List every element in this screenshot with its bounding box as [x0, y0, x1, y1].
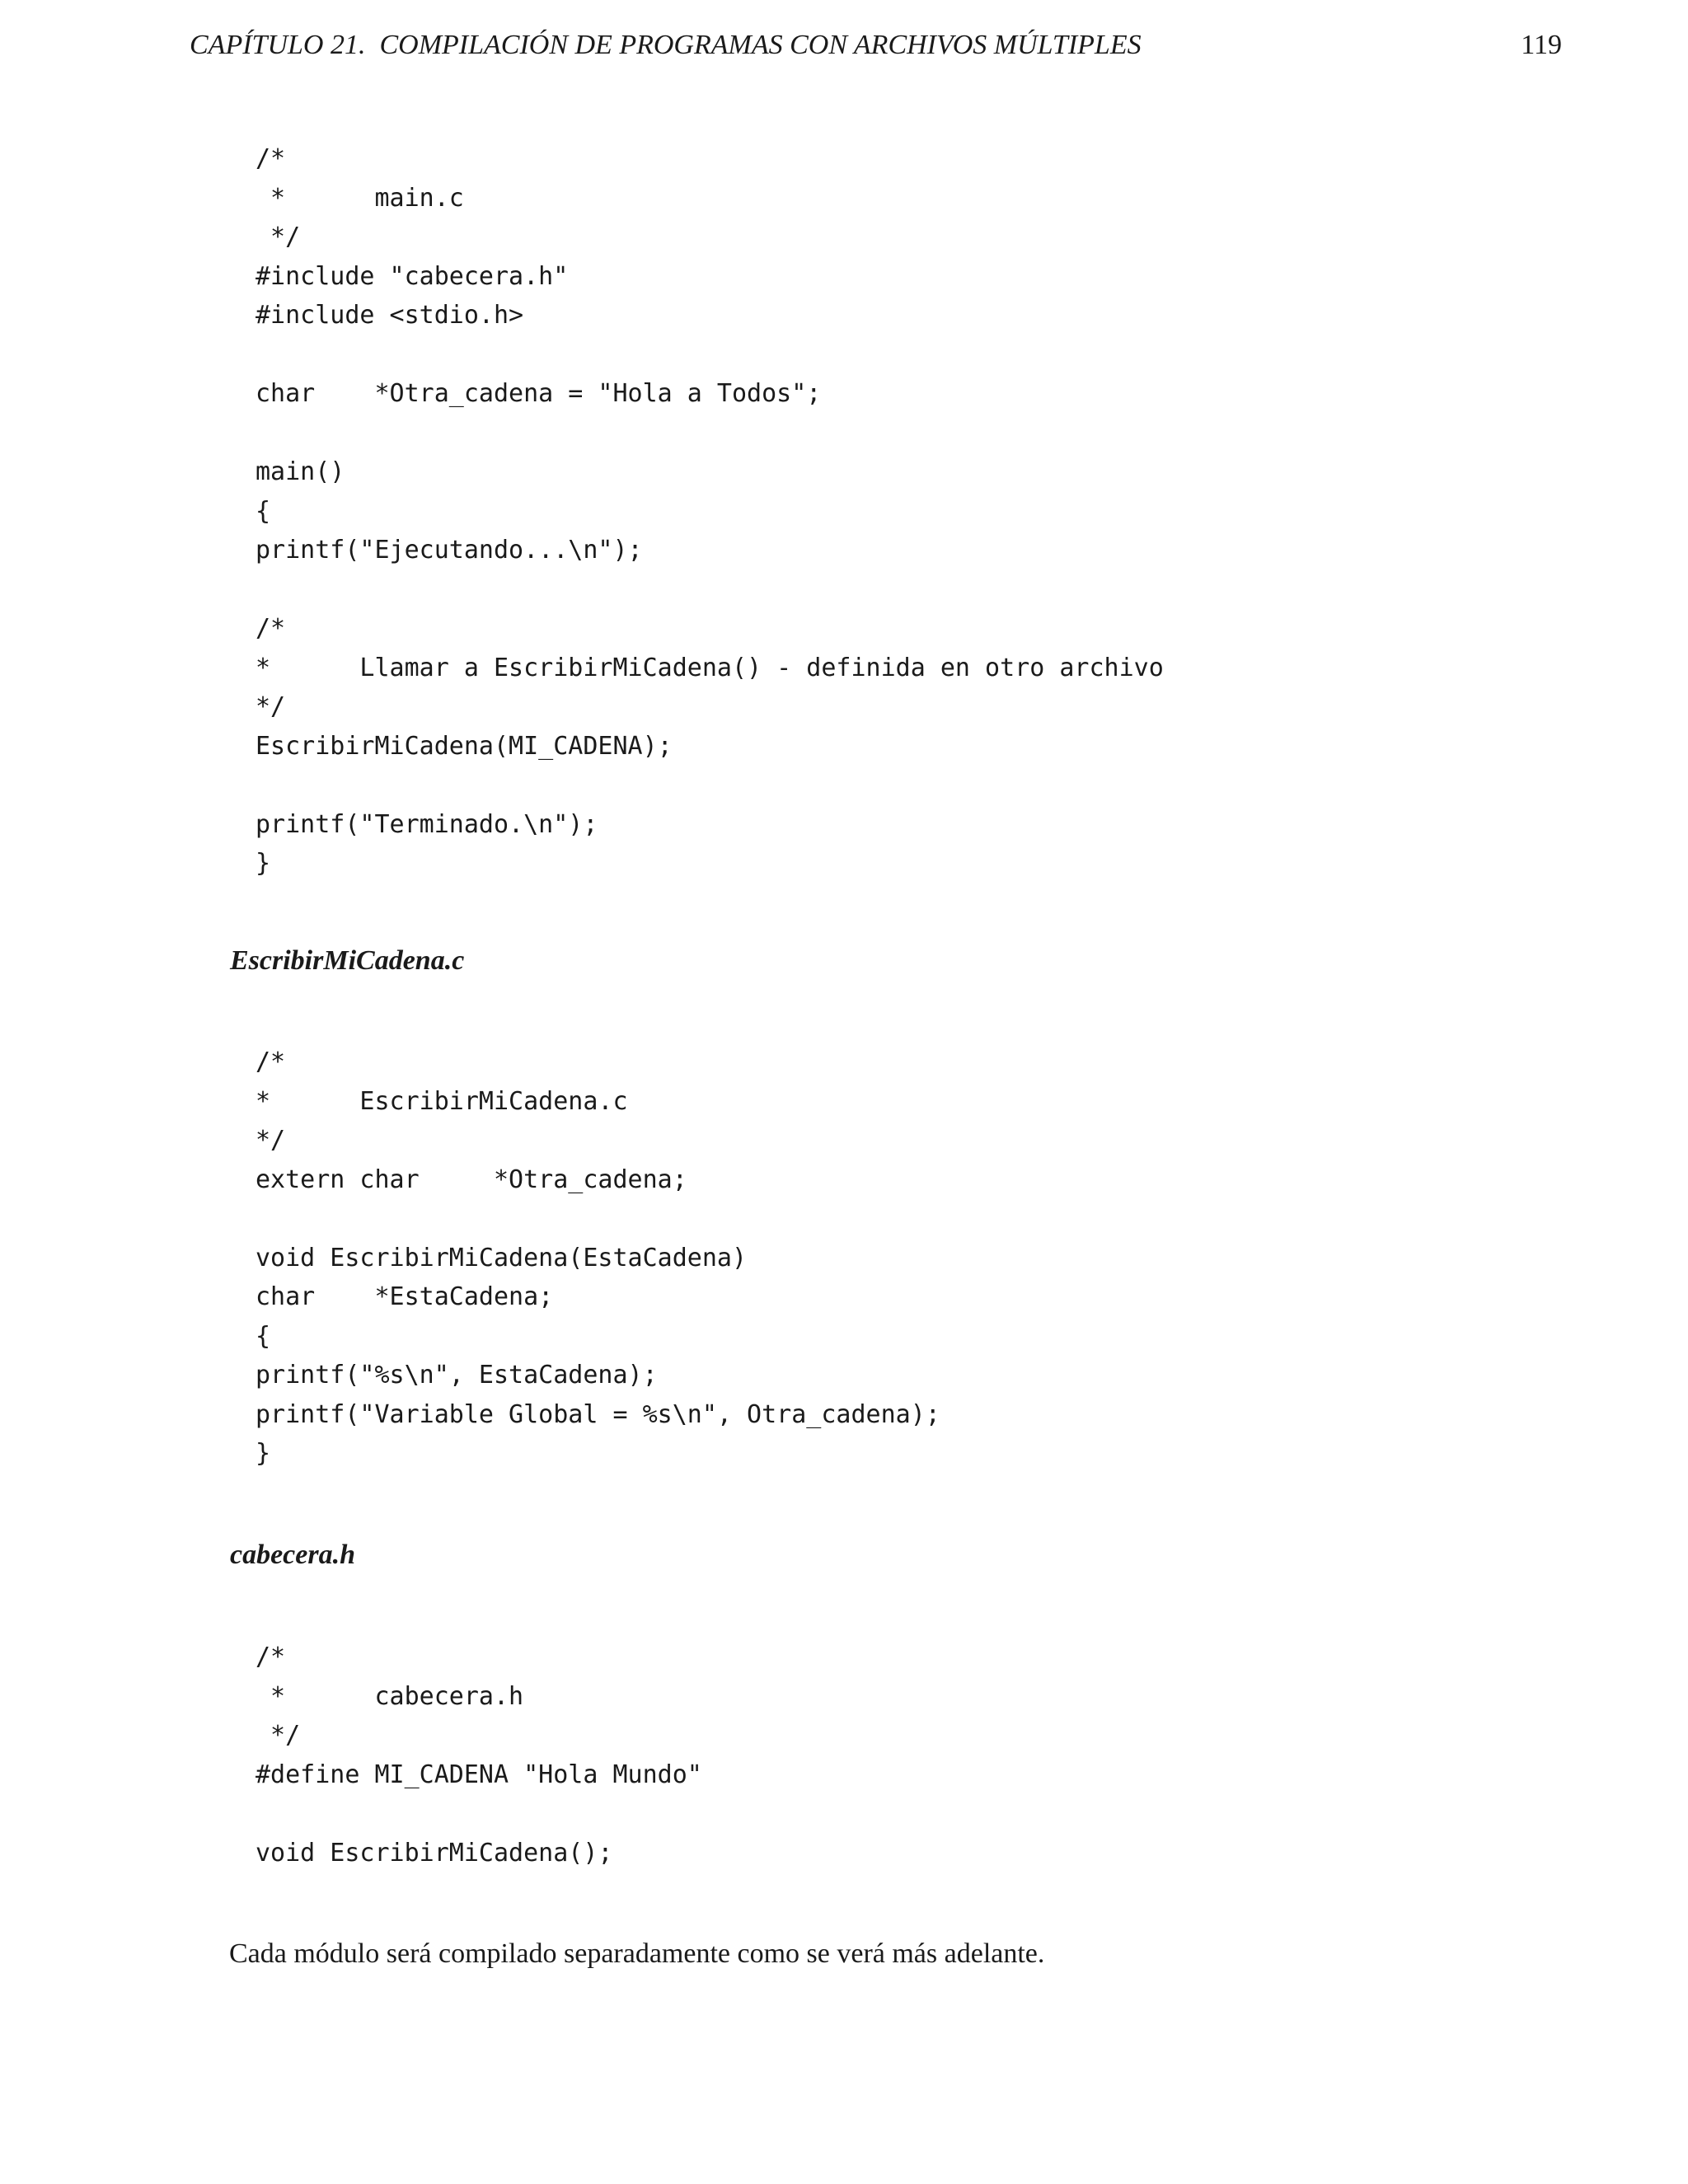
closing-paragraph: Cada módulo será compilado separadamente como se verá más adelante.	[229, 1938, 1045, 1969]
code-block-escribirmicadena-c: /* * EscribirMiCadena.c */ extern char *Otra_cadena; void EscribirMiCadena(EstaCadena) char *EstaCadena; { printf("%s\n", EstaCadena); printf("Variable Global = %s\n", Otra_cadena); }	[256, 1047, 940, 1468]
code-block-main-c: /* * main.c */ #include "cabecera.h" #include <stdio.h> char *Otra_cadena = "Hola a Todos"; main() { printf("Ejecutando...\n"); /* * Llamar a EscribirMiCadena() - definida en otro archivo */ EscribirMiCadena(MI_CADENA); printf("Terminado.\n"); }	[256, 144, 1164, 878]
page-number: 119	[1521, 30, 1562, 60]
file-heading-escribirmicadena: EscribirMiCadena.c	[230, 945, 465, 976]
file-heading-cabecera: cabecera.h	[230, 1540, 356, 1570]
code-block-cabecera-h: /* * cabecera.h */ #define MI_CADENA "Hola Mundo" void EscribirMiCadena();	[256, 1643, 702, 1868]
chapter-title: CAPÍTULO 21. COMPILACIÓN DE PROGRAMAS CON ARCHIVOS MÚLTIPLES	[190, 30, 1142, 60]
page-header	[190, 25, 1562, 66]
